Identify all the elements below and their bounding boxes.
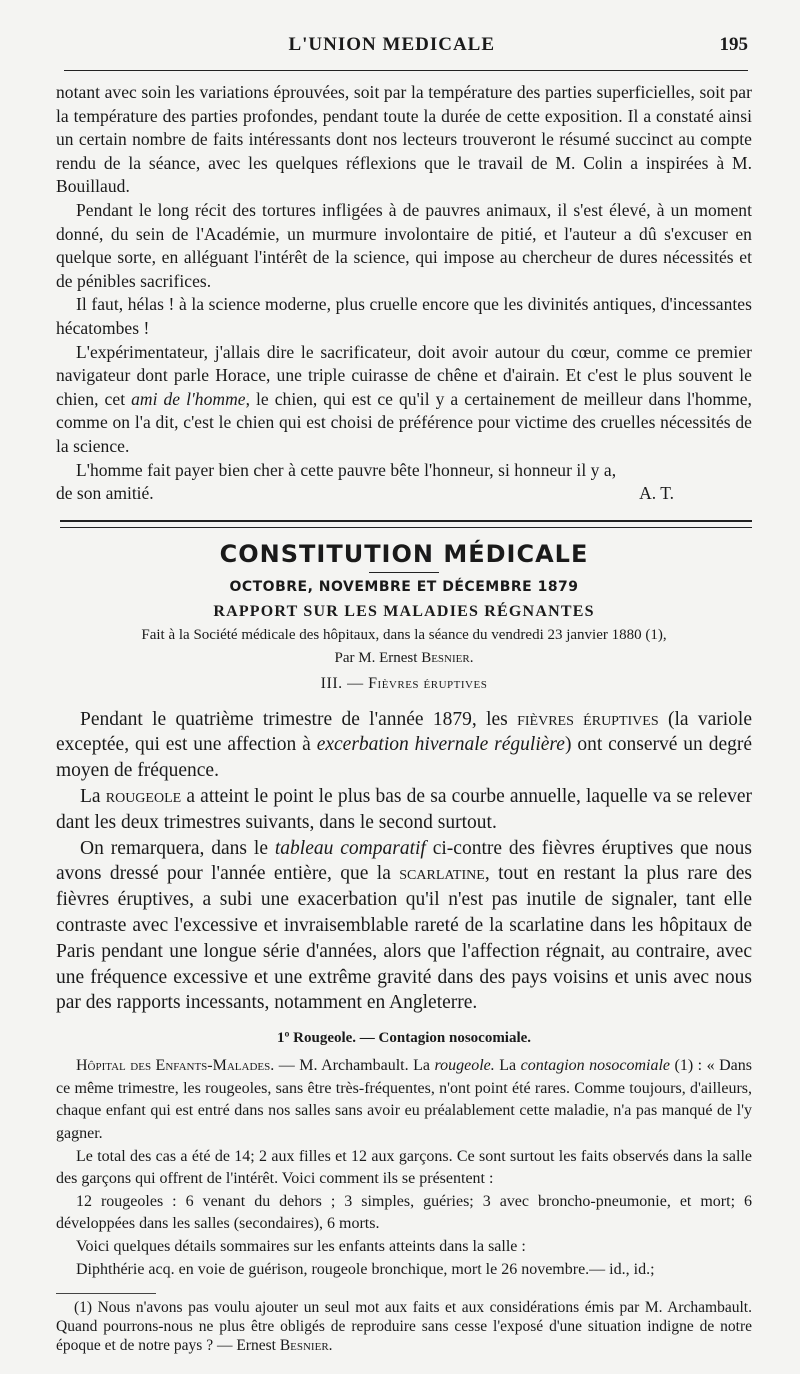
closing-text: de son amitié. — [56, 483, 154, 504]
signature-line — [56, 482, 752, 506]
paragraph: Il faut, hélas ! à la science moderne, plus cruelle encore que les divinités antiques, d'incessantes hécatombes ! — [56, 294, 752, 338]
paragraph: Diphthérie acq. en voie de guérison, rougeole bronchique, mort le 26 novembre.— id., id.; — [76, 1260, 655, 1278]
author-signature: A. T. — [639, 483, 674, 504]
report-period: OCTOBRE, NOVEMBRE ET DÉCEMBRE 1879 — [229, 578, 579, 595]
rubric-heading: 1º Rougeole. — Contagion nosocomiale. — [276, 1030, 532, 1047]
paragraph: L'homme fait payer bien cher à cette pauvre bête l'honneur, si honneur il y a, — [76, 459, 617, 480]
footnote-rule — [56, 1293, 156, 1294]
paragraph: notant avec soin les variations éprouvées, soit par la température des parties superficielles, soit par la température des parties profondes, pendant toute la durée de cette exposition. Il a constaté ainsi un certain nombre de faits intéressants dont nos lecteurs trouveront le résumé succinct au compte rendu de la séance, avec les quelques réflexions que le travail de M. Colin a inspirées à M. Bouillaud. — [56, 82, 752, 197]
footnote: (1) Nous n'avons pas voulu ajouter un seul mot aux faits et aux considérations émis par M. Archambault. Quand pourrons-nous ne plus être obligés de reproduire sans cesse l'exposé d'une situation indigne de notre époque et de notre pays ? — Ernest Besnier. — [56, 1299, 752, 1355]
paragraph: Voici quelques détails sommaires sur les enfants atteints dans la salle : — [76, 1238, 526, 1255]
paragraph: L'expérimentateur, j'allais dire le sacrificateur, doit avoir autour du cœur, comme ce premier navigateur dont parle Horace, une triple cuirasse de chêne et d'airain. Et c'est le plus souvent le chien, cet ami de l'homme, le chien, qui est ce qu'il y a certainement de meilleur dans l'homme, comme on l'a dit, c'est le chien qui est choisi de préférence pour victime des cruelles nécessités de la science. — [56, 341, 752, 456]
subsection-heading: III. — Fièvres éruptives — [320, 674, 488, 692]
paragraph: Pendant le long récit des tortures infligées à de pauvres animaux, il s'est élevé, à un moment donné, du sein de l'Académie, un murmure involontaire de pitié, et l'auteur a dû s'excuser en quelque sorte, en alléguant l'intérêt de la science, qui impose au chercheur de dures nécessités et de pénibles sacrifices. — [56, 199, 752, 291]
paragraph: La rougeole a atteint le point le plus bas de sa courbe annuelle, laquelle va se relever dant les deux trimestres suivants, dans le second surtout. — [56, 786, 752, 833]
paragraph: On remarquera, dans le tableau comparatif ci-contre des fièvres éruptives que nous avons dressé pour l'année entière, que la scarlatine, tout en restant la plus rare des fièvres éruptives, a subi une exacerbation qu'il n'est pas inutile de signaler, tant elle contraste avec l'excessive et invraisemblable rareté de la scarlatine dans les hôpitaux de Paris pendant une longue série d'années, alors que l'affection régnait, au contraire, avec une fréquence excessive et une extrême gravité dans des pays voisins et unis avec nous par des rapports incessants, notamment en Angleterre. — [56, 837, 753, 1014]
section-title: CONSTITUTION MÉDICALE — [219, 539, 589, 568]
paragraph: Hôpital des Enfants-Malades. — M. Archambault. La rougeole. La contagion nosocomiale (1) : « Dans ce même trimestre, les rougeoles, sans être très-fréquentes, n'ont point été rares. Comme toujours, d'ailleurs, chaque enfant qui est entré dans nos salles sans avoir eu préalablement cette maladie, n'a pas manqué de l'y gagner. — [56, 1057, 753, 1143]
paragraph: Le total des cas a été de 14; 2 aux filles et 12 aux garçons. Ce sont surtout les faits observés dans la salle des garçons qui offrent de l'intérêt. Voici comment ils se présentent : — [56, 1147, 752, 1188]
title-rule — [369, 572, 439, 573]
report-title: RAPPORT SUR LES MALADIES RÉGNANTES — [213, 602, 595, 620]
running-title: L'UNION MEDICALE — [288, 34, 496, 55]
case-report — [56, 1055, 752, 1281]
section-divider — [60, 520, 752, 528]
report-body — [56, 707, 752, 1017]
emphasis: ami de l'homme — [131, 388, 246, 409]
paragraph: Pendant le quatrième trimestre de l'année 1879, les fièvres éruptives (la variole exceptée, qui est une affection à excerbation hivernale régulière) ont conservé un degré moyen de fréquence. — [56, 708, 752, 782]
report-author: Par M. Ernest Besnier. — [334, 649, 474, 666]
page-header — [64, 34, 748, 71]
report-subtitle: Fait à la Société médicale des hôpitaux, dans la séance du vendredi 23 janvier 1880 (1), — [141, 626, 667, 643]
intro-article — [56, 81, 752, 506]
paragraph: 12 rougeoles : 6 venant du dehors ; 3 simples, guéries; 3 avec broncho-pneumonie, et mort; 6 développées dans les salles (secondaires), 6 morts. — [56, 1192, 752, 1233]
page-number: 195 — [719, 34, 748, 55]
